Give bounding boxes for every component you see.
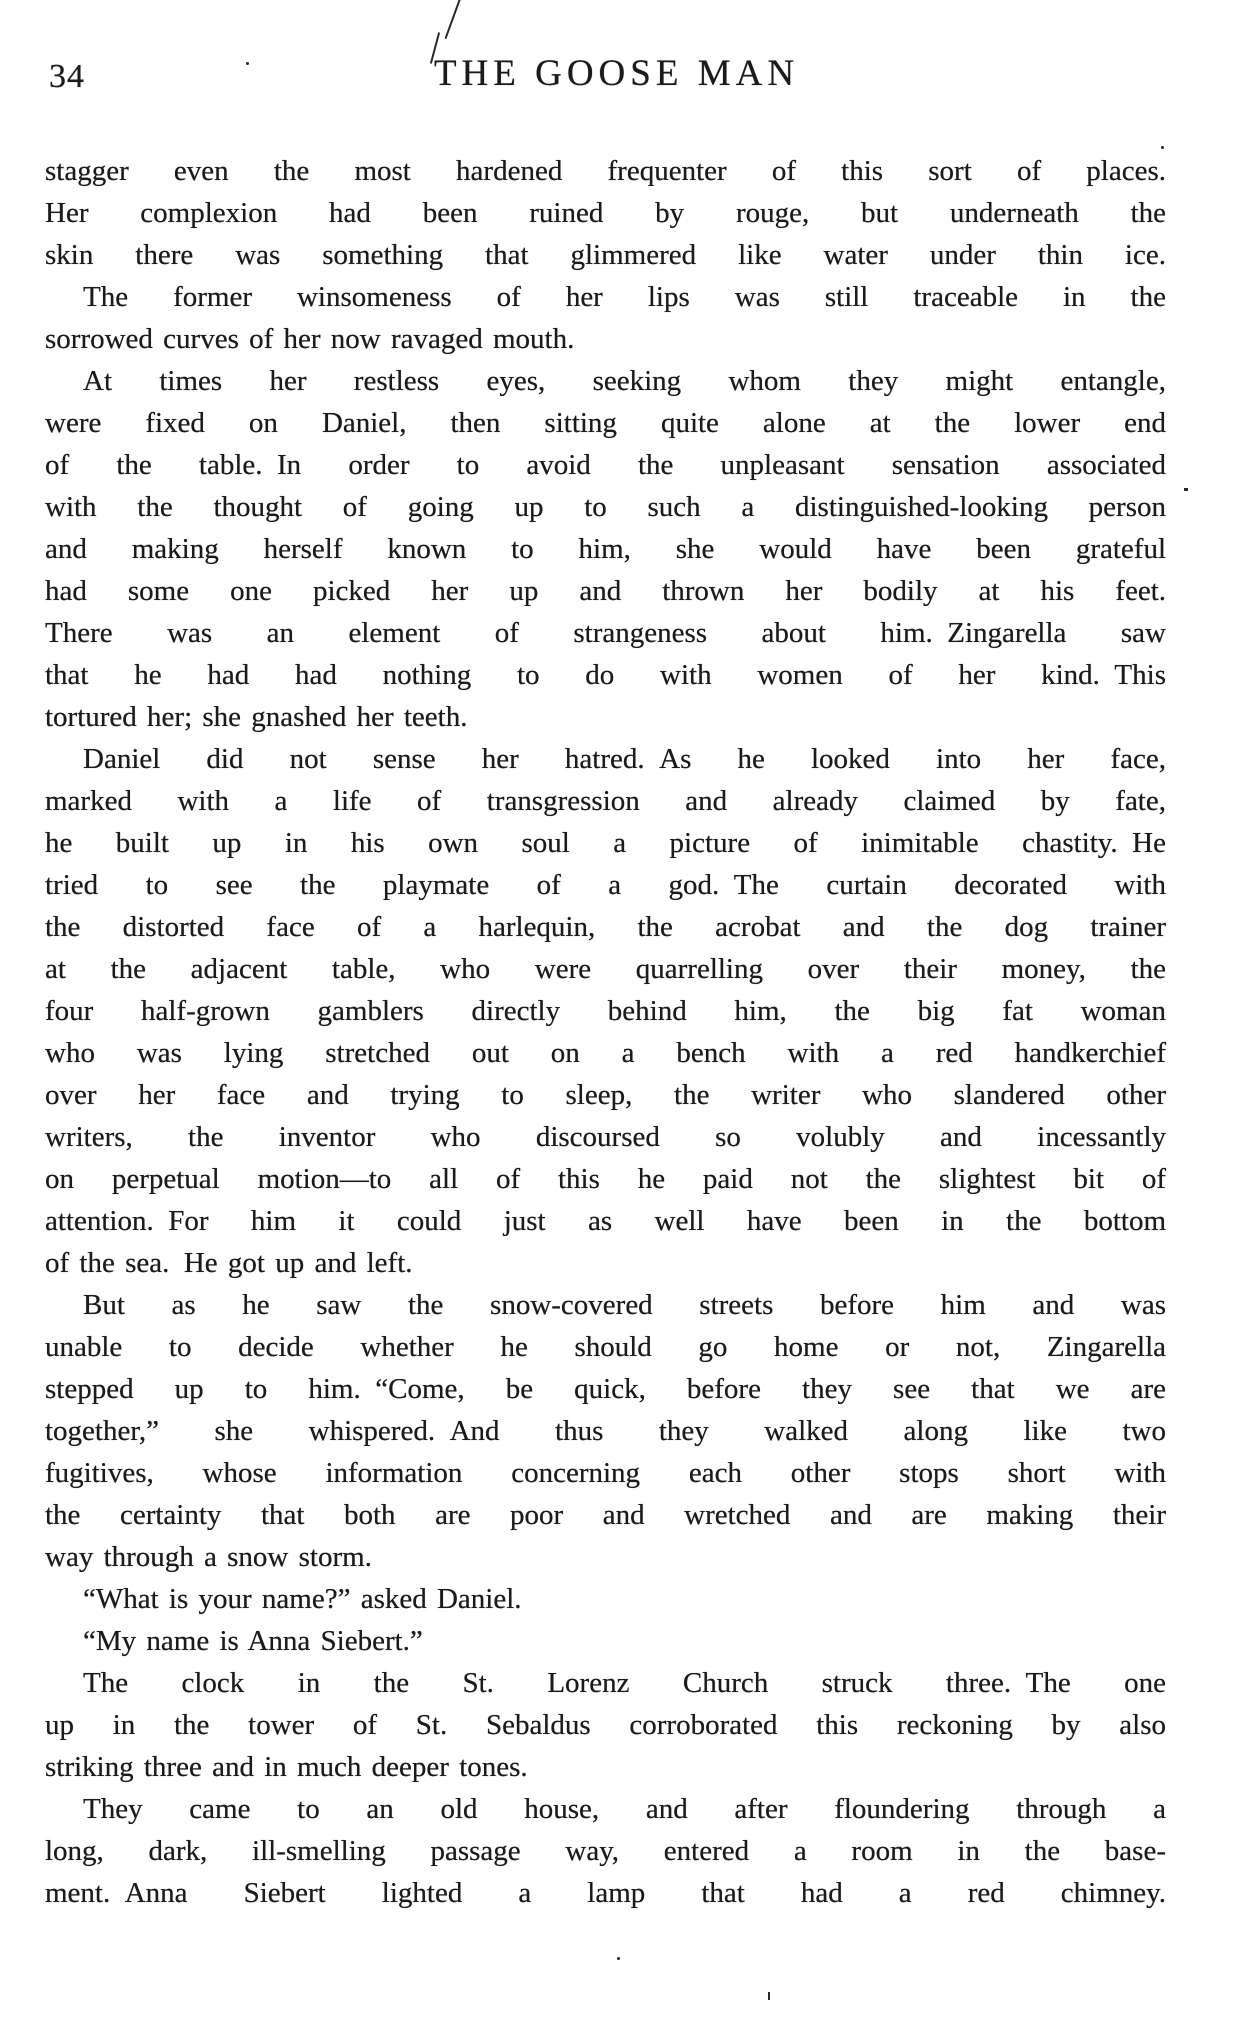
text-line: of the sea. He got up and left. bbox=[45, 1247, 413, 1279]
text-line: with the thought of going up to such a distinguished-looking person bbox=[45, 491, 1166, 523]
text-column bbox=[45, 150, 1166, 1914]
text-line: sorrowed curves of her now ravaged mouth. bbox=[45, 323, 575, 355]
text-line: “My name is Anna Siebert.” bbox=[83, 1625, 423, 1657]
text-line: up in the tower of St. Sebaldus corroborated this reckoning by also bbox=[45, 1709, 1166, 1741]
scan-artifact bbox=[246, 62, 249, 65]
text-line: ment. Anna Siebert lighted a lamp that had a red chimney. bbox=[45, 1877, 1166, 1909]
text-line: at the adjacent table, who were quarrelling over their money, the bbox=[45, 953, 1166, 985]
text-line: fugitives, whose information concerning each other stops short with bbox=[45, 1457, 1166, 1489]
text-line: of the table. In order to avoid the unpleasant sensation associated bbox=[45, 449, 1166, 481]
text-line: over her face and trying to sleep, the writer who slandered other bbox=[45, 1079, 1166, 1111]
text-line: he built up in his own soul a picture of inimitable chastity. He bbox=[45, 827, 1166, 859]
scan-artifact bbox=[768, 1992, 770, 2000]
text-line: attention. For him it could just as well have been in the bottom bbox=[45, 1205, 1166, 1237]
text-line: writers, the inventor who discoursed so volubly and incessantly bbox=[45, 1121, 1166, 1153]
text-line: marked with a life of transgression and already claimed by fate, bbox=[45, 785, 1166, 817]
text-line: who was lying stretched out on a bench with a red handkerchief bbox=[45, 1037, 1166, 1069]
text-line: “What is your name?” asked Daniel. bbox=[83, 1583, 522, 1615]
text-line: stepped up to him. “Come, be quick, before they see that we are bbox=[45, 1373, 1166, 1405]
text-line: The former winsomeness of her lips was still traceable in the bbox=[83, 281, 1166, 313]
text-line: tried to see the playmate of a god. The curtain decorated with bbox=[45, 869, 1166, 901]
text-line: that he had had nothing to do with women of her kind. This bbox=[45, 659, 1166, 691]
text-line: long, dark, ill-smelling passage way, entered a room in the base- bbox=[45, 1835, 1166, 1867]
text-line: four half-grown gamblers directly behind him, the big fat woman bbox=[45, 995, 1166, 1027]
text-line: They came to an old house, and after floundering through a bbox=[83, 1793, 1166, 1825]
scan-artifact bbox=[445, 0, 462, 39]
text-line: had some one picked her up and thrown her bodily at his feet. bbox=[45, 575, 1166, 607]
text-line: striking three and in much deeper tones. bbox=[45, 1751, 528, 1783]
text-line: together,” she whispered. And thus they walked along like two bbox=[45, 1415, 1166, 1447]
text-line: The clock in the St. Lorenz Church struck three. The one bbox=[83, 1667, 1166, 1699]
text-line: But as he saw the snow-covered streets before him and was bbox=[83, 1289, 1166, 1321]
scan-artifact bbox=[1161, 146, 1164, 149]
text-line: skin there was something that glimmered like water under thin ice. bbox=[45, 239, 1166, 271]
text-line: tortured her; she gnashed her teeth. bbox=[45, 701, 468, 733]
text-line: stagger even the most hardened frequenter of this sort of places. bbox=[45, 155, 1166, 187]
text-line: unable to decide whether he should go home or not, Zingarella bbox=[45, 1331, 1166, 1363]
page-title: THE GOOSE MAN bbox=[433, 53, 800, 94]
scan-artifact bbox=[1184, 488, 1188, 491]
text-line: way through a snow storm. bbox=[45, 1541, 372, 1573]
text-line: At times her restless eyes, seeking whom they might entangle, bbox=[83, 365, 1166, 397]
text-line: the certainty that both are poor and wretched and are making their bbox=[45, 1499, 1166, 1531]
page-number: 34 bbox=[49, 58, 85, 95]
text-line: There was an element of strangeness about him. Zingarella saw bbox=[45, 617, 1166, 649]
text-line: Her complexion had been ruined by rouge, but underneath the bbox=[45, 197, 1166, 229]
text-line: Daniel did not sense her hatred. As he looked into her face, bbox=[83, 743, 1166, 775]
text-line: the distorted face of a harlequin, the acrobat and the dog trainer bbox=[45, 911, 1166, 943]
text-line: and making herself known to him, she would have been grateful bbox=[45, 533, 1166, 565]
scan-artifact bbox=[617, 1957, 620, 1960]
text-line: on perpetual motion—to all of this he paid not the slightest bit of bbox=[45, 1163, 1166, 1195]
text-line: were fixed on Daniel, then sitting quite alone at the lower end bbox=[45, 407, 1166, 439]
